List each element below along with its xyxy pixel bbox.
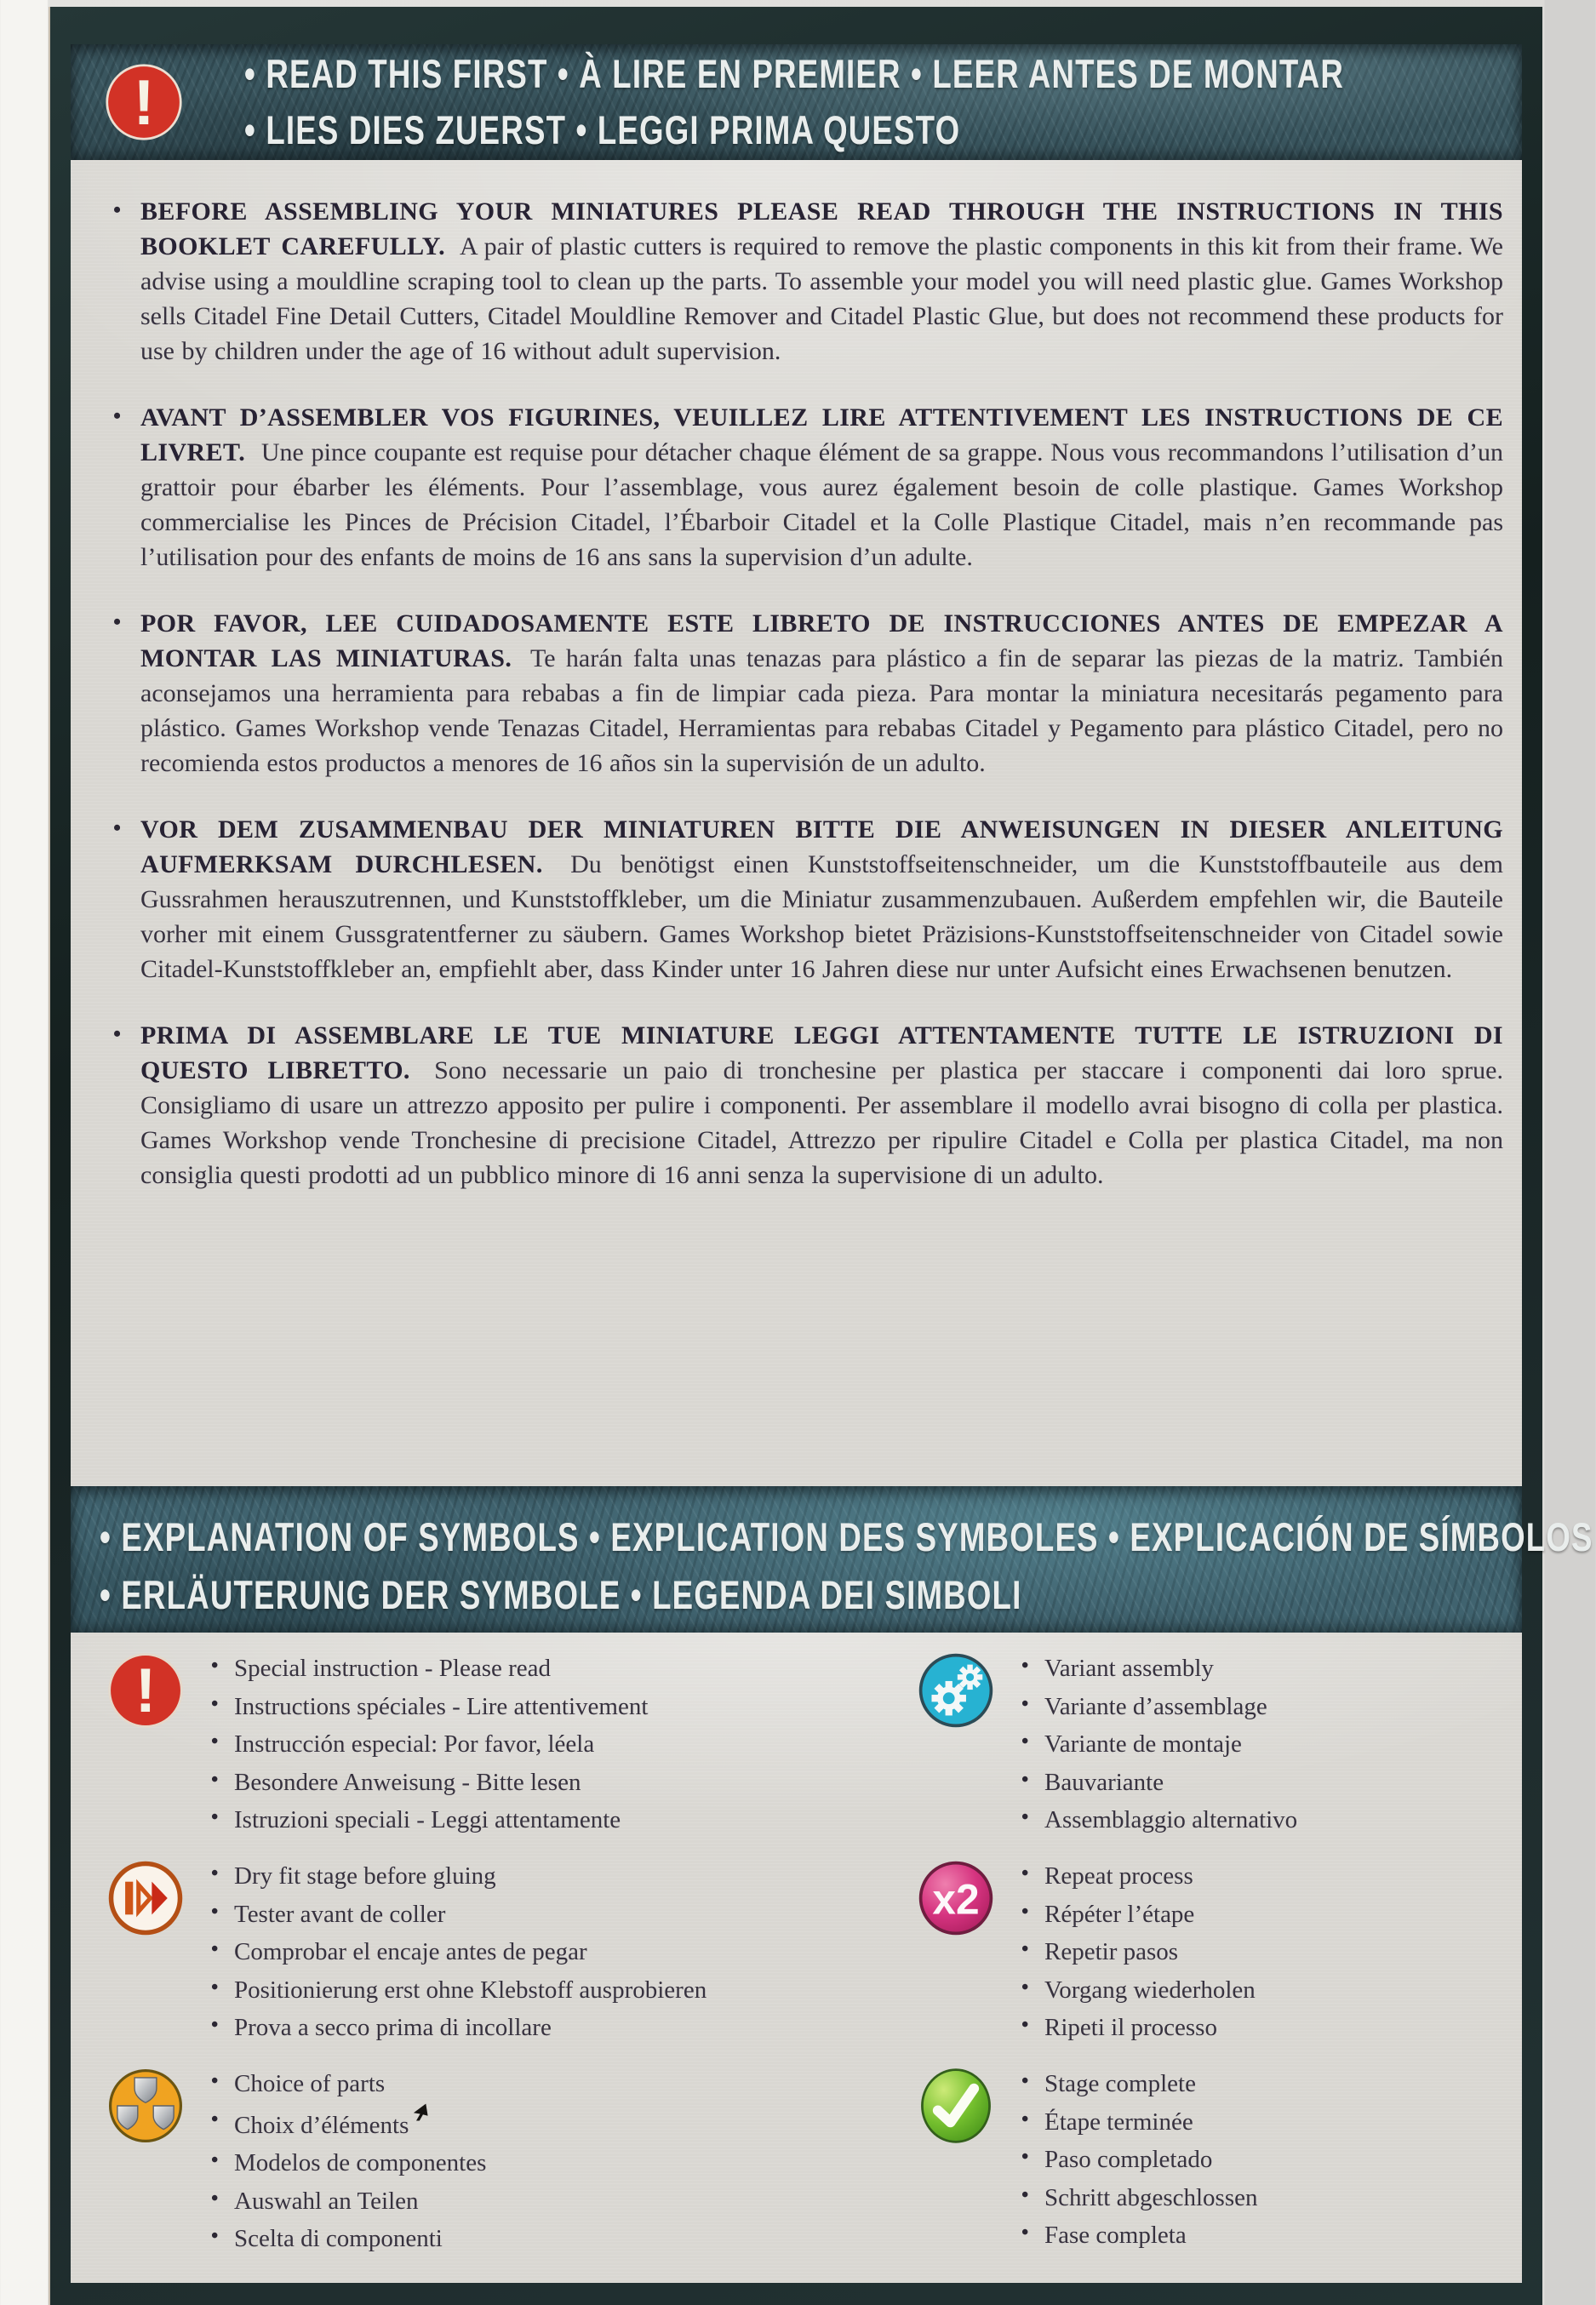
paragraph-body: Une pince coupante est requise pour détacher chaque élément de sa grappe. Nous vous recommandons l’utilisation d’un grattoir pour ébarber les éléments. Pour l’assemblage, vous aurez également besoin de colle plastique. Games Workshop commercialise les Pinces de Précision Citadel, l’Ébarboir Citadel et la Colle Plastique Citadel, mais n’en recommande pas l’utilisation pour des enfants de moins de 16 ans sans la supervision d’un adulte. xyxy=(140,438,1503,571)
legend-item xyxy=(1019,1688,1297,1726)
symbols-banner-line-1: • EXPLANATION OF SYMBOLS • EXPLICATION DES SYMBOLES • EXPLICACIÓN DE SÍMBOLOS xyxy=(100,1514,1593,1559)
legend-item xyxy=(1019,1801,1297,1839)
legend-stage-complete xyxy=(901,2065,1502,2273)
item-text: Schritt abgeschlossen xyxy=(1044,2183,1258,2211)
item-text: Vorgang wiederholen xyxy=(1044,1976,1256,2004)
paragraph-lead: BEFORE ASSEMBLING YOUR MINIATURES PLEASE READ THROUGH THE INSTRUCTIONS IN THIS BOOKLET CAREFULLY. xyxy=(140,197,1503,260)
repeat-process-icon xyxy=(917,1859,995,1937)
legend-item xyxy=(209,1688,648,1726)
legend-item xyxy=(209,2009,706,2047)
exclamation-glyph: ! xyxy=(134,1654,157,1725)
item-bullet: • xyxy=(1021,1938,1029,1960)
item-bullet: • xyxy=(211,2187,219,2210)
legend-item xyxy=(1019,1650,1297,1688)
legend-list xyxy=(1019,2065,1257,2255)
item-text: Tester avant de coller xyxy=(234,1900,446,1928)
symbols-banner xyxy=(71,1486,1593,1633)
item-text: Répéter l’étape xyxy=(1044,1900,1195,1928)
item-text: Assemblaggio alternativo xyxy=(1044,1806,1298,1833)
item-text: Comprobar el encaje antes de pegar xyxy=(234,1938,587,1965)
warning-icon xyxy=(105,63,183,141)
intro-paragraph-fr xyxy=(112,400,1503,575)
item-bullet: • xyxy=(211,1900,219,1923)
item-bullet: • xyxy=(1021,2222,1029,2244)
legend-item xyxy=(1019,1896,1256,1934)
legend-item xyxy=(1019,1764,1297,1802)
item-bullet: • xyxy=(1021,2108,1029,2131)
item-bullet: • xyxy=(1021,1862,1029,1885)
item-bullet: • xyxy=(211,1730,219,1753)
item-text: Special instruction - Please read xyxy=(234,1655,552,1682)
item-bullet: • xyxy=(211,2070,219,2092)
legend-item xyxy=(209,1971,706,2010)
variant-assembly-icon xyxy=(917,1651,995,1730)
legend-item xyxy=(209,2220,486,2258)
intro-paragraph-it xyxy=(112,1018,1503,1193)
item-text: Variante d’assemblage xyxy=(1044,1692,1267,1720)
item-text: Repeat process xyxy=(1044,1862,1193,1890)
item-text: Prova a secco prima di incollare xyxy=(234,2014,552,2041)
paragraph-lead: AVANT D’ASSEMBLER VOS FIGURINES, VEUILLEZ LIRE ATTENTIVEMENT LES INSTRUCTIONS DE CE LIVRET. xyxy=(140,403,1503,466)
item-text: Istruzioni speciali - Leggi attentamente xyxy=(234,1806,621,1833)
item-bullet: • xyxy=(211,1862,219,1885)
x2-glyph: x2 xyxy=(932,1875,980,1924)
legend-special-instruction xyxy=(91,1650,901,1857)
item-bullet: • xyxy=(211,1768,219,1791)
paragraph-lead: VOR DEM ZUSAMMENBAU DER MINIATUREN BITTE DIE ANWEISUNGEN IN DIESER ANLEITUNG AUFMERKSAM DURCHLESEN. xyxy=(140,815,1503,878)
item-text: Bauvariante xyxy=(1044,1768,1164,1796)
legend-variant-assembly xyxy=(901,1650,1502,1857)
legend-repeat-process xyxy=(901,1857,1502,2065)
item-bullet: • xyxy=(1021,2146,1029,2168)
legend-item xyxy=(209,2144,486,2182)
read-first-banner-text xyxy=(244,49,1596,156)
legend-item xyxy=(1019,1857,1256,1896)
item-text: Choice of parts xyxy=(234,2070,386,2097)
item-text: Repetir pasos xyxy=(1044,1938,1179,1965)
legend-item xyxy=(1019,2216,1257,2255)
item-text: Besondere Anweisung - Bitte lesen xyxy=(234,1768,581,1796)
legend-item xyxy=(209,1933,706,1971)
item-bullet: • xyxy=(1021,1655,1029,1677)
pointer-cursor-artifact xyxy=(413,2102,429,2122)
item-bullet: • xyxy=(211,2149,219,2171)
item-bullet: • xyxy=(211,1692,219,1715)
item-text: Variant assembly xyxy=(1044,1655,1214,1682)
legend-item xyxy=(1019,2009,1256,2047)
intro-paragraph-es xyxy=(112,606,1503,781)
legend-item xyxy=(209,2065,486,2103)
paragraph-bullet: • xyxy=(113,403,122,428)
paragraph-body: Te harán falta unas tenazas para plástico a fin de separar las piezas de la matriz. También aconsejamos una herramienta para rebabas a fin de limpiar cada pieza. Para montar la miniatura necesitarás pegamento para plástico. Games Workshop vende Tenazas Citadel, Herramientas para rebabas Citadel y Pegamento para plástico Citadel, pero no recomienda estos productos a menores de 16 años sin la supervisión de un adulto. xyxy=(140,644,1503,777)
read-first-banner xyxy=(71,44,1522,160)
item-text: Stage complete xyxy=(1044,2070,1196,2097)
exclamation-glyph: ! xyxy=(133,66,155,138)
item-bullet: • xyxy=(1021,1692,1029,1715)
item-text: Instrucción especial: Por favor, léela xyxy=(234,1730,595,1758)
paragraph-body: A pair of plastic cutters is required to remove the plastic components in this kit from their frame. We advise using a mouldline scraping tool to clean up the parts. To assemble your model you will need plastic glue. Games Workshop sells Citadel Fine Detail Cutters, Citadel Mouldline Remover and Citadel Plastic Glue, but does not recommend these products for use by children under the age of 16 without adult supervision. xyxy=(140,232,1503,365)
item-bullet: • xyxy=(1021,1976,1029,1999)
symbols-banner-line-2: • ERLÄUTERUNG DER SYMBOLE • LEGENDA DEI SIMBOLI xyxy=(100,1572,1022,1617)
item-text: Dry fit stage before gluing xyxy=(234,1862,496,1890)
item-bullet: • xyxy=(211,1976,219,1999)
special-instruction-icon xyxy=(106,1651,185,1730)
paragraph-bullet: • xyxy=(113,815,122,840)
item-bullet: • xyxy=(1021,1900,1029,1923)
item-bullet: • xyxy=(211,2108,219,2131)
item-bullet: • xyxy=(211,1806,219,1828)
legend-list xyxy=(1019,1857,1256,2047)
legend-item xyxy=(209,1896,706,1934)
legend-item xyxy=(209,1857,706,1896)
item-text: Instructions spéciales - Lire attentivement xyxy=(234,1692,649,1720)
symbols-legend-section xyxy=(71,1633,1522,2283)
intro-paragraph-en xyxy=(112,194,1503,369)
item-bullet: • xyxy=(211,1938,219,1960)
legend-dry-fit xyxy=(91,1857,901,2065)
legend-item xyxy=(209,1764,648,1802)
item-bullet: • xyxy=(211,2225,219,2247)
legend-item xyxy=(1019,2103,1257,2142)
legend-item xyxy=(1019,2179,1257,2217)
item-text: Ripeti il processo xyxy=(1044,2014,1217,2041)
legend-item xyxy=(1019,1971,1256,2010)
page-frame xyxy=(49,7,1593,2305)
item-text: Modelos de componentes xyxy=(234,2149,487,2176)
paragraph-body: Du benötigst einen Kunststoffseitenschneider, um die Kunststoffbauteile aus dem Gussrahmen herauszutrennen, und Kunststoffkleber, um die Miniatur zusammenzubauen. Außerdem empfehlen wir, die Bauteile vorher mit einem Gussgratentferner zu säubern. Games Workshop bietet Präzisions-Kunststoffseitenschneider von Citadel sowie Citadel-Kunststoffkleber an, empfiehlt aber, dass Kinder unter 16 Jahren diese nur unter Aufsicht eines Erwachsenen benutzen. xyxy=(140,850,1504,983)
item-bullet: • xyxy=(1021,1806,1029,1828)
item-text: Positionierung erst ohne Klebstoff ausprobieren xyxy=(234,1976,707,2004)
item-bullet: • xyxy=(1021,2183,1029,2206)
item-text: Auswahl an Teilen xyxy=(234,2187,419,2215)
legend-item xyxy=(209,1725,648,1764)
dry-fit-icon xyxy=(106,1859,185,1937)
item-bullet: • xyxy=(1021,2014,1029,2036)
paragraph-bullet: • xyxy=(113,1021,122,1046)
legend-item xyxy=(209,2182,486,2221)
item-text: Fase completa xyxy=(1044,2222,1187,2249)
banner-line-1: • READ THIS FIRST • À LIRE EN PREMIER • LEER ANTES DE MONTAR xyxy=(244,51,1345,96)
stage-complete-icon xyxy=(917,2067,995,2145)
paragraph-bullet: • xyxy=(113,197,122,222)
item-bullet: • xyxy=(1021,2070,1029,2092)
choice-of-parts-icon xyxy=(106,2067,185,2145)
intro-paragraph-de xyxy=(112,812,1503,987)
legend-list xyxy=(209,1857,706,2047)
legend-list xyxy=(209,2065,486,2258)
item-text: Étape terminée xyxy=(1044,2108,1193,2136)
legend-item xyxy=(1019,1725,1297,1764)
legend-list xyxy=(1019,1650,1297,1839)
item-bullet: • xyxy=(1021,1768,1029,1791)
legend-item xyxy=(209,2103,486,2145)
item-text: Variante de montaje xyxy=(1044,1730,1242,1758)
paragraph-body: Sono necessarie un paio di tronchesine per plastica per staccare i componenti dai loro sprue. Consigliamo di usare un attrezzo apposito per pulire i componenti. Per assemblare il modello avrai bisogno di colla per plastica. Games Workshop vende Tronchesine di precisione Citadel, Attrezzo per ripulire Citadel e Colla per plastica Citadel, ma non consiglia questi prodotti ad un pubblico minore di 16 anni senza la supervisione di un adulto. xyxy=(140,1056,1503,1189)
legend-list xyxy=(209,1650,648,1839)
banner-line-2: • LIES DIES ZUERST • LEGGI PRIMA QUESTO xyxy=(244,107,961,152)
item-bullet: • xyxy=(211,2014,219,2036)
intro-section xyxy=(71,160,1522,1486)
item-text: Scelta di componenti xyxy=(234,2225,443,2252)
item-bullet: • xyxy=(1021,1730,1029,1753)
item-text: Paso completado xyxy=(1044,2146,1213,2173)
legend-item xyxy=(1019,1933,1256,1971)
page-inner xyxy=(71,44,1593,2283)
legend-item xyxy=(209,1650,648,1688)
item-bullet: • xyxy=(211,1655,219,1677)
paragraph-lead: POR FAVOR, LEE CUIDADOSAMENTE ESTE LIBRETO DE INSTRUCCIONES ANTES DE EMPEZAR A MONTAR LAS MINIATURAS. xyxy=(140,609,1503,672)
paragraph-bullet: • xyxy=(113,609,122,634)
item-text: Choix d’éléments xyxy=(234,2111,409,2139)
legend-choice-of-parts xyxy=(91,2065,901,2273)
legend-item xyxy=(1019,2065,1257,2103)
paragraph-lead: PRIMA DI ASSEMBLARE LE TUE MINIATURE LEGGI ATTENTAMENTE TUTTE LE ISTRUZIONI DI QUESTO LIBRETTO. xyxy=(140,1021,1503,1084)
symbols-legend-grid xyxy=(91,1650,1502,2274)
legend-item xyxy=(1019,2141,1257,2179)
legend-item xyxy=(209,1801,648,1839)
